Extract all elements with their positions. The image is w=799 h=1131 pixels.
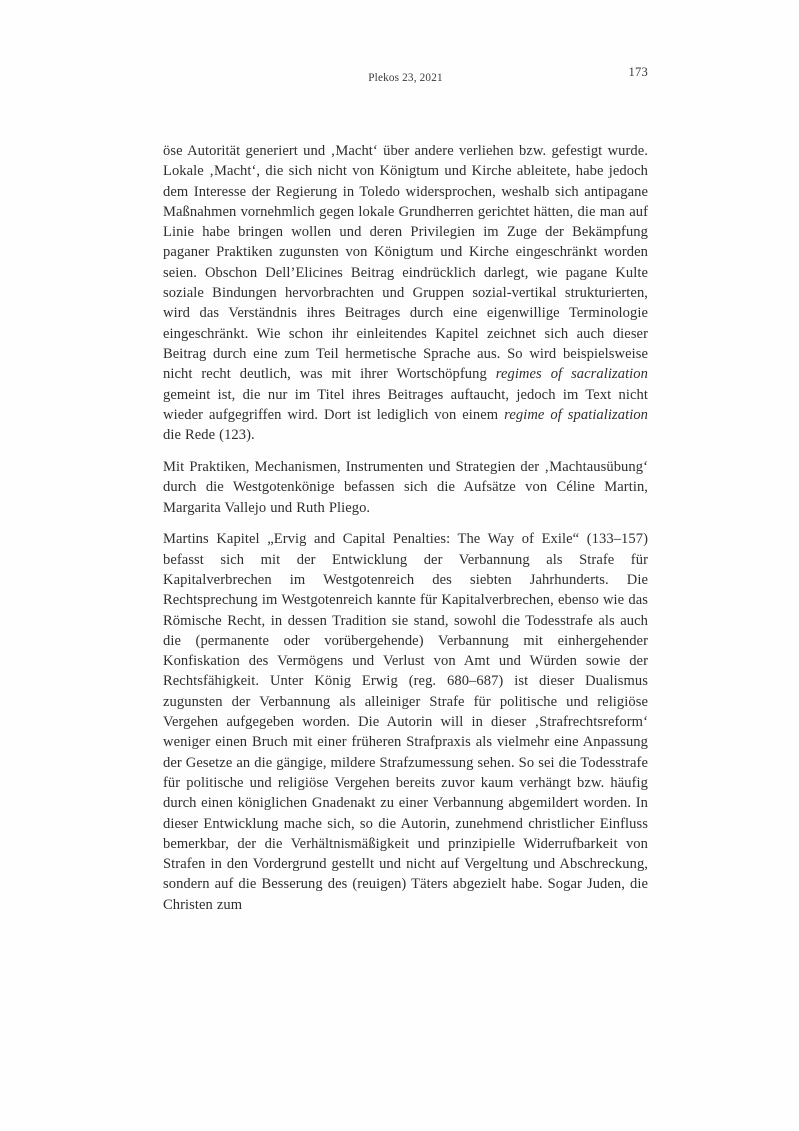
italic-term: regimes of sacralization xyxy=(495,366,648,383)
paragraph: Mit Praktiken, Mechanismen, Instrumenten und Strategien der ‚Machtausübung‘ durch die Westgotenkönige befassen sich die Aufsätze von Céline Martin, Margarita Vallejo und Ruth Pliego. xyxy=(163,458,648,516)
page-number: 173 xyxy=(628,65,648,79)
paragraph: Martins Kapitel „Ervig and Capital Penalties: The Way of Exile“ (133–157) befasst sich mit der Entwicklung der Verbannung als Strafe für Kapitalverbrechen im Westgotenreich des siebten Jahrhunderts. Die Rechtsprechung im Westgotenreich kannte für Kapitalverbrechen, ebenso wie das Römische Recht, in dessen Tradition sie stand, sowohl die Todesstrafe als auch die (permanente oder vorübergehende) Verbannung mit einhergehender Konfiskation des Vermögens und Verlust von Amt und Würden sowie der Rechtsfähigkeit. Unter König Erwig (reg. 680–687) ist dieser Dualismus zugunsten der Verbannung als alleiniger Strafe für politische und religiöse Vergehen aufgegeben worden. Die Autorin will in dieser ‚Strafrechtsreform‘ weniger einen Bruch mit einer früheren Strafpraxis als vielmehr eine Anpassung der Gesetze an die gängige, mildere Strafzumessung sehen. So sei die Todesstrafe für politische und religiöse Vergehen bereits zuvor kaum verhängt bzw. häufig durch einen königlichen Gnadenakt zu einer Verbannung abgemildert worden. In dieser Entwicklung mache sich, so die Autorin, zunehmend christlicher Einfluss bemerkbar, der die Verhältnismäßigkeit und prinzipielle Widerrufbarkeit von Strafen in den Vordergrund gestellt und nicht auf Vergeltung und Abschreckung, sondern auf die Besserung des (reuigen) Täters abgezielt habe. Sogar Juden, die Christen zum xyxy=(163,531,648,913)
running-head-journal-title: Plekos 23, 2021 xyxy=(368,72,443,84)
italic-term: regime of spatialization xyxy=(504,406,649,423)
paragraph: öse Autorität generiert und ‚Macht‘ über andere verliehen bzw. gefestigt wurde. Lokale ‚Macht‘, die sich nicht von Königtum und Kirche ableitete, habe jedoch dem Interesse der Regierung in Toledo widersprochen, weshalb sich antipagane Maßnahmen vornehmlich gegen lokale Grundherren gerichtet hätten, die man auf Linie habe bringen wollen und deren Privilegien im Zuge der Bekämpfung paganer Praktiken zugunsten von Königtum und Kirche eingeschränkt worden seien. Obschon Dell’Elicines Beitrag eindrücklich darlegt, wie pagane Kulte soziale Bindungen hervorbrachten und Gruppen sozial-vertikal strukturierten, wird das Verständnis ihres Beitrages durch eine eigenwillige Terminologie eingeschränkt. Wie schon ihr einleitendes Kapitel zeichnet sich auch dieser Beitrag durch eine zum Teil hermetische Sprache aus. So wird beispielsweise nicht recht deutlich, was mit ihrer Wortschöpfung regimes of sacralization gemeint ist, die nur im Titel ihres Beitrages auftaucht, jedoch im Text nicht wieder aufgegriffen wird. Dort ist lediglich von einem regime of spatialization die Rede (123). xyxy=(163,143,649,444)
body-text-block xyxy=(163,141,648,915)
running-head xyxy=(163,65,648,90)
